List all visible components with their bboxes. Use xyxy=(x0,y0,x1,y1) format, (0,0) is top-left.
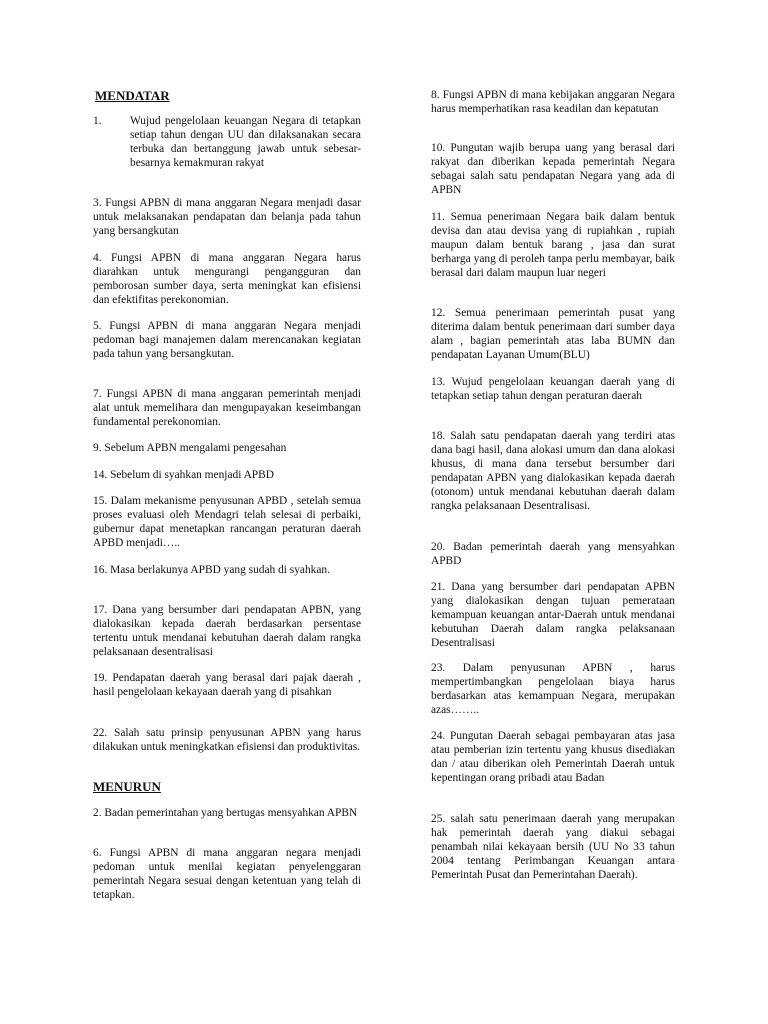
clue-item-13: 13. Wujud pengelolaan keuangan daerah yang di tetapkan setiap tahun dengan peraturan daerah xyxy=(431,376,675,402)
clue-item-15: 15. Dalam mekanisme penyusunan APBD , setelah semua proses evaluasi oleh Mendagri telah selesai di perbaiki, gubernur dapat menetapkan rancangan peraturan daerah APBD menjadi….. xyxy=(93,495,361,549)
clue-item-11: 11. Semua penerimaan Negara baik dalam bentuk devisa dan atau devisa yang di rupiahkan , rupiah maupun dalam bentuk barang , jasa dan surat berharga yang di peroleh tanpa perlu membayar, baik berasal dari dalam maupun luar negeri xyxy=(431,211,675,279)
clue-item-9: 9. Sebelum APBN mengalami pengesahan xyxy=(93,442,287,454)
clue-item-5: 5. Fungsi APBN di mana anggaran Negara menjadi pedoman bagi manajemen dalam merencanakan kegiatan pada tahun yang bersangkutan. xyxy=(93,320,361,360)
clue-item-14: 14. Sebelum di syahkan menjadi APBD xyxy=(93,469,274,481)
heading-menurun: MENURUN xyxy=(93,779,161,794)
clue-item-3: 3. Fungsi APBN di mana anggaran Negara menjadi dasar untuk melaksanakan pendapatan dan belanja pada tahun yang bersangkutan xyxy=(93,197,361,237)
clue-item-17: 17. Dana yang bersumber dari pendapatan APBN, yang dialokasikan kepada daerah berdasarkan persentase tertentu untuk mendanai kebutuhan daerah dalam rangka pelaksanaan desentralisasi xyxy=(93,604,361,658)
clue-item-10: 10. Pungutan wajib berupa uang yang berasal dari rakyat dan diberikan kepada pemerintah Negara sebagai salah satu pendapatan Negara yang ada di APBN xyxy=(431,142,675,196)
clue-item-21: 21. Dana yang bersumber dari pendapatan APBN yang dialokasikan dengan tujuan pemerataan kemampuan keuangan antar-Daerah untuk mendanai kebutuhan Daerah dalam rangka pelaksanaan Desentralisasi xyxy=(431,581,675,649)
clue-item-24: 24. Pungutan Daerah sebagai pembayaran atas jasa atau pemberian izin tertentu yang khusus disediakan dan / atau diberikan oleh Pemerintah Daerah untuk kepentingan orang pribadi atau Badan xyxy=(431,730,675,784)
clue-item-25: 25. salah satu penerimaan daerah yang merupakan hak pemerintah daerah yang diakui sebagai penambah nilai kekayaan bersih (UU No 33 tahun 2004 tentang Perimbangan Keuangan antara Pemerintah Pusat dan Pemerintahan Daerah). xyxy=(431,813,675,881)
clue-item-7: 7. Fungsi APBN di mana anggaran pemerintah menjadi alat untuk memelihara dan mengupayakan keseimbangan fundamental perekonomian. xyxy=(93,388,361,428)
clue-item-16: 16. Masa berlakunya APBD yang sudah di syahkan. xyxy=(93,564,330,576)
clue-text: Wujud pengelolaan keuangan Negara di tetapkan setiap tahun dengan UU dan dilaksanakan secara terbuka dan bertanggung jawab untuk sebesar-besarnya kemakmuran rakyat xyxy=(130,115,361,169)
heading-mendatar: MENDATAR xyxy=(95,88,170,103)
clue-item-23: 23. Dalam penyusunan APBN , harus mempertimbangkan pengelolaan biaya harus berdasarkan atas kemampuan Negara, merupakan azas…….. xyxy=(431,662,675,716)
clue-item-18: 18. Salah satu pendapatan daerah yang terdiri atas dana bagi hasil, dana alokasi umum dan dana alokasi khusus, di mana dana tersebut bersumber dari pendapatan APBN yang dialokasikan kepada daerah (otonom) untuk mendanai kebutuhan daerah dalam rangka pelaksanaan Desentralisasi. xyxy=(431,430,675,512)
clue-item-6: 6. Fungsi APBN di mana anggaran negara menjadi pedoman untuk menilai kegiatan penyelenggaran pemerintah Negara sesuai dengan ketentuan yang telah di tetapkan. xyxy=(93,847,361,901)
clue-item-20: 20. Badan pemerintah daerah yang mensyahkan APBD xyxy=(431,541,675,567)
clue-item-19: 19. Pendapatan daerah yang berasal dari pajak daerah , hasil pengelolaan kekayaan daerah yang di pisahkan xyxy=(93,672,361,698)
clue-item-22: 22. Salah satu prinsip penyusunan APBN yang harus dilakukan untuk meningkatkan efisiensi dan produktivitas. xyxy=(93,727,361,753)
clue-item-2: 2. Badan pemerintahan yang bertugas mensyahkan APBN xyxy=(93,807,358,819)
clue-number: 1. xyxy=(93,115,102,127)
clue-item-12: 12. Semua penerimaan pemerintah pusat yang diterima dalam bentuk penerimaan dari sumber daya alam , bagian pemerintah atas laba BUMN dan pendapatan Layanan Umum(BLU) xyxy=(431,307,675,361)
clue-item-8: 8. Fungsi APBN di mana kebijakan anggaran Negara harus memperhatikan rasa keadilan dan kepatutan xyxy=(431,89,675,115)
clue-item-1 xyxy=(93,114,361,170)
clue-item-4: 4. Fungsi APBN di mana anggaran Negara harus diarahkan untuk mengurangi pengangguran dan pemborosan sumber daya, serta meningkat kan efisiensi dan efektifitas perekonomian. xyxy=(93,252,361,306)
